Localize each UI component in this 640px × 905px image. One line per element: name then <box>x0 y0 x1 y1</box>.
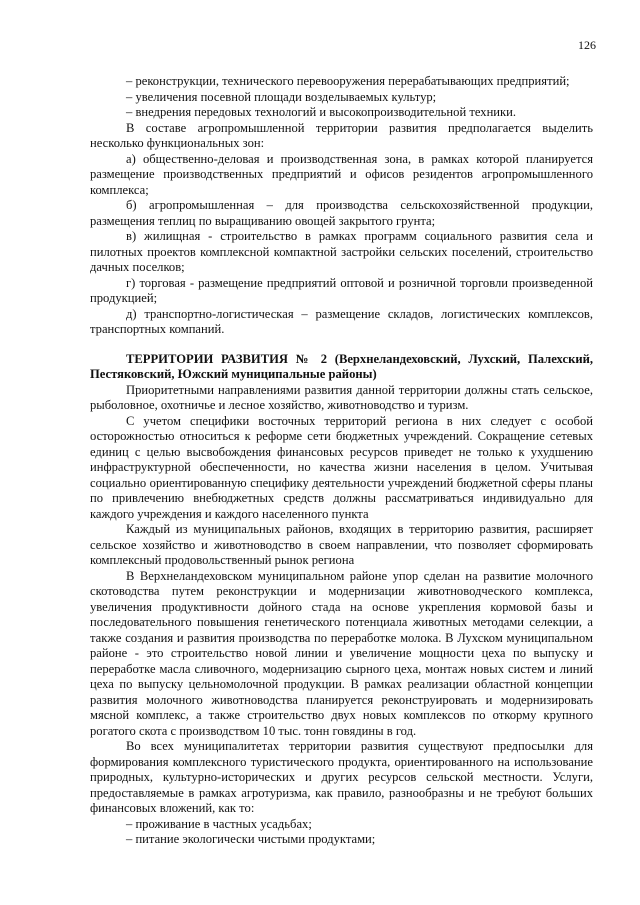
paragraph: С учетом специфики восточных территорий региона в них следует с особой осторожностью относиться к реформе сети бюджетных учреждений. Сокращение сетевых единиц с целью высвобождения финансовых ресурсов приведет не только к ухудшению инфраструктурной обеспеченности, но качества жизни населения в целом. Учитывая социально ориентированную специфику деятельности учреждений бюджетной сферы планы по привлечению внебюджетных средств должны рассматриваться индивидуально для каждого учреждения и каждого населенного пункта <box>90 413 593 521</box>
bullet-item: – увеличения посевной площади возделываемых культур; <box>126 89 437 104</box>
bullet-item: – внедрения передовых технологий и высокопроизводительной техники. <box>126 105 517 119</box>
section-heading: ТЕРРИТОРИИ РАЗВИТИЯ № 2 (Верхнеландеховский, Лухский, Палехский, Пестяковский, Южский муниципальные районы) <box>90 351 593 381</box>
paragraph: б) агропромышленная – для производства сельскохозяйственной продукции, размещения теплиц по выращиванию овощей закрытого грунта; <box>90 198 593 228</box>
bullet-item: – питание экологически чистыми продуктами; <box>126 832 376 846</box>
bullet-item: – проживание в частных усадьбах; <box>126 816 312 831</box>
paragraph: Каждый из муниципальных районов, входящих в территорию развития, расширяет сельское хозяйство и животноводство в своем направлении, что позволяет сформировать комплексный продовольственный рынок региона <box>90 522 593 567</box>
paragraph: в) жилищная - строительство в рамках программ социального развития села и пилотных проектов комплексной компактной застройки сельских поселений, строительство дачных поселков; <box>90 229 593 274</box>
bullet-item: – реконструкции, технического перевооружения перерабатывающих предприятий; <box>126 74 570 88</box>
paragraph: а) общественно-деловая и производственная зона, в рамках которой планируется размещение производственных предприятий и офисов резидентов агропромышленного комплекса; <box>90 151 593 197</box>
paragraph: В Верхнеландеховском муниципальном районе упор сделан на развитие молочного скотоводства путем реконструкции и модернизации животноводческого комплекса, увеличения продуктивности дойного стада на основе укрепления кормовой базы и последовательного повышения генетического потенциала животных методами селекции, а также создания и развития производства по переработке молока. В Лухском муниципальном районе - это строительство новой линии и увеличение мощности цеха по выпуску и переработке масла сливочного, модернизацию сырного цеха, монтаж новых систем и линий цеха по выпуску цельномолочной продукции. В рамках реализации областной концепции развития молочного животноводства планируется реконструировать и модернизировать мясной комплекс, а также строительство двух новых комплексов по откорму крупного рогатого скота с производством 10 тыс. тонн говядины в год. <box>90 568 593 738</box>
paragraph: Во всех муниципалитетах территории развития существуют предпосылки для формирования комплексного туристического продукта, ориентированного на использование природных, культурно-исторических и других ресурсов сельской местности. Услуги, предоставляемые в рамках агротуризма, как правило, разнообразны и не требуют больших финансовых вложений, как то: <box>90 739 593 815</box>
document-body <box>90 74 593 848</box>
paragraph: Приоритетными направлениями развития данной территории должны стать сельское, рыболовное, охотничье и лесное хозяйство, животноводство и туризм. <box>90 382 593 412</box>
paragraph: д) транспортно-логистическая – размещение складов, логистических комплексов, транспортных компаний. <box>90 306 593 336</box>
paragraph: г) торговая - размещение предприятий оптовой и розничной торговли произведенной продукцией; <box>90 275 593 305</box>
paragraph: В составе агропромышленной территории развития предполагается выделить несколько функциональных зон: <box>90 120 593 150</box>
page-number: 126 <box>578 38 596 52</box>
